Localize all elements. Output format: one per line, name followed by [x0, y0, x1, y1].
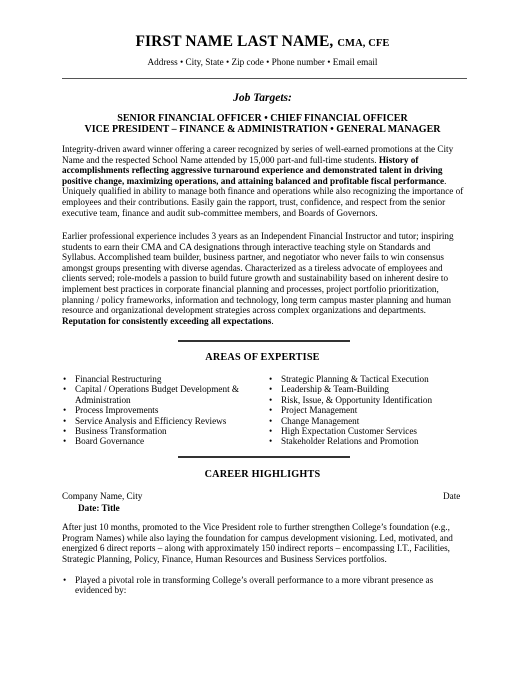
summary-paragraph-2 [62, 231, 465, 326]
list-item: • Change Management [268, 416, 468, 426]
summary-p2-text-a: Earlier professional experience includes 3 years as an Independent Financial Instructor and tutor; inspiring students to earn their CMA and CA designations through interactive teaching style on Standards and Syllabus. Accomplished team builder, business partner, and negotiator who never fails to win consensus amongst groups presenting with diverse agendas. Characterized as a tireless advocate of employees and clients served; role-models a passion to build future growth and sustainability based on inherent desire to implement best practices in corporate financial planning and processes, project portfolio prioritization, planning / policy frameworks, information and technology, long term campus master planning and human resource and organizational development strategies across complex organizations and departments. [62, 231, 454, 316]
summary-p2-bold: Reputation for consistently exceeding all expectations [62, 315, 272, 326]
summary-p2-text-c: . [271, 315, 274, 326]
expertise-right-list [268, 374, 468, 447]
list-item: • Strategic Planning & Tactical Execution [268, 374, 468, 384]
header-divider [62, 78, 467, 79]
list-item: • Service Analysis and Efficiency Reviews [62, 416, 252, 426]
credentials: CMA, CFE [337, 38, 390, 49]
contact-line: Address • City, State • Zip code • Phone number • Email email [147, 57, 378, 67]
job-targets-line-2: VICE PRESIDENT – FINANCE & ADMINISTRATION • GENERAL MANAGER [84, 124, 441, 135]
candidate-name [0, 33, 525, 51]
expertise-left-list [62, 374, 252, 447]
expertise-top-divider [178, 340, 350, 342]
list-item: • Project Management [268, 405, 468, 415]
list-item: • Played a pivotal role in transforming College’s overall performance to a more vibrant presence as evidenced by: [62, 575, 457, 596]
employment-date: Date [443, 491, 461, 501]
summary-p1-text-a: Integrity-driven award winner offering a career recognized by series of well-earned promotions at the City Name and the respected School Name attended by 15,000 part-and full-time students. [62, 144, 454, 165]
expertise-heading: AREAS OF EXPERTISE [205, 352, 320, 363]
list-item: • Business Transformation [62, 426, 252, 436]
job-title-line: Date: Title [78, 503, 120, 513]
summary-p1-bold: History of accomplishments reflecting aggressive turnaround experience and demonstrated talent in driving positive change, maximizing operations, and attaining balanced and profitable fiscal performance [62, 154, 445, 186]
job-targets-heading: Job Targets: [233, 92, 292, 104]
list-item: • High Expectation Customer Services [268, 426, 468, 436]
career-description: After just 10 months, promoted to the Vice President role to further strengthen College’s foundation (e.g., Program Names) while also laying the foundation for campus development visioning. Led, motivated, and energized 6 direct reports – along with approximately 150 indirect reports – encompassing I.T., Facilities, Strategic Planning, Policy, Finance, Human Resources and Business Services portfolios. [62, 522, 453, 564]
list-item: • Board Governance [62, 436, 252, 446]
list-item: • Capital / Operations Budget Development & Administration [62, 384, 252, 405]
list-item: • Process Improvements [62, 405, 252, 415]
list-item: • Financial Restructuring [62, 374, 252, 384]
job-targets-line-1: SENIOR FINANCIAL OFFICER • CHIEF FINANCIAL OFFICER [117, 113, 408, 124]
career-heading: CAREER HIGHLIGHTS [204, 469, 321, 480]
career-top-divider [178, 456, 350, 458]
list-item: • Leadership & Team-Building [268, 384, 468, 394]
summary-paragraph-1 [62, 144, 465, 218]
name-text: FIRST NAME LAST NAME, [135, 33, 334, 50]
company-name: Company Name, City [62, 491, 143, 501]
list-item: • Risk, Issue, & Opportunity Identification [268, 395, 468, 405]
list-item: • Stakeholder Relations and Promotion [268, 436, 468, 446]
career-bullets [62, 575, 457, 596]
summary-p1-text-c: . Uniquely qualified in ability to manage both finance and operations while also recognizing the importance of employees and their contributions. Easily gain the rapport, trust, confidence, and respect from the senior executive team, finance and audit sub-committee members, and Boards of Governors. [62, 175, 464, 218]
